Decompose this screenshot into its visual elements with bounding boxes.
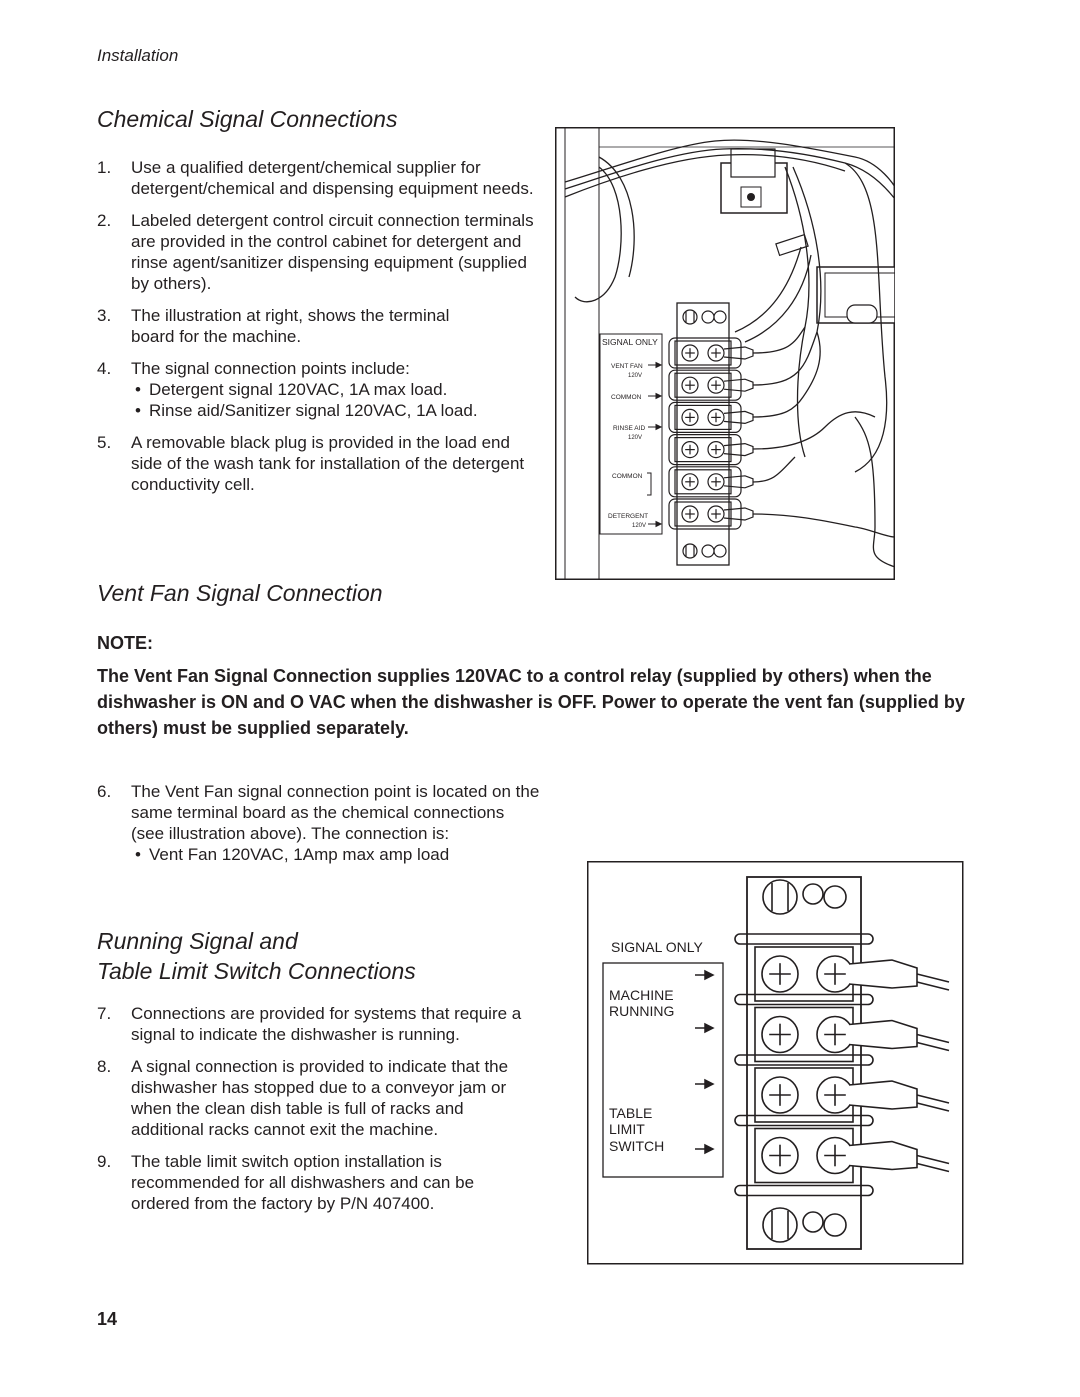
item-text: The table limit switch option installation is recommended for all dishwashers and can be ordered from the factory by P/N 407400. bbox=[131, 1152, 475, 1213]
item-number: 3. bbox=[97, 306, 112, 325]
item-number: 8. bbox=[97, 1057, 112, 1076]
item-text: Use a qualified detergent/chemical supplier for detergent/chemical and dispensing equipment needs. bbox=[131, 158, 534, 198]
bullet-text: Vent Fan 120VAC, 1Amp max amp load bbox=[149, 845, 450, 864]
list-item bbox=[97, 358, 537, 421]
bullet-text: Rinse aid/Sanitizer signal 120VAC, 1A load. bbox=[149, 401, 478, 420]
item-text: A signal connection is provided to indicate that the dishwasher has stopped due to a conveyor jam or when the clean dish table is full of racks and additional racks cannot exit the machine. bbox=[131, 1057, 509, 1139]
list-item bbox=[97, 1056, 531, 1140]
fig2-table-label: TABLE bbox=[609, 1105, 653, 1121]
fig1-detergent-label: DETERGENT bbox=[608, 513, 649, 520]
fig1-120v-label: 120V bbox=[632, 523, 647, 529]
list-item bbox=[97, 781, 542, 865]
fig1-signal-only-label: SIGNAL ONLY bbox=[602, 337, 658, 347]
item-number: 6. bbox=[97, 782, 112, 801]
chemical-title: Chemical Signal Connections bbox=[97, 106, 398, 132]
list-item bbox=[97, 305, 461, 347]
item-text: Connections are provided for systems that require a signal to indicate the dishwasher is running. bbox=[131, 1004, 522, 1044]
running-title bbox=[97, 926, 416, 986]
fig1-120v-label: 120V bbox=[628, 435, 643, 441]
fig1-rinse-aid-label: RINSE AID bbox=[613, 425, 646, 432]
fig2-running-label: RUNNING bbox=[609, 1003, 675, 1019]
chemical-list bbox=[97, 157, 537, 506]
item-number: 7. bbox=[97, 1004, 112, 1023]
item-text: Labeled detergent control circuit connection terminals are provided in the control cabinet for detergent and rinse agent/sanitizer dispensing equipment (supplied by others). bbox=[131, 211, 534, 293]
note-body: The Vent Fan Signal Connection supplies 120VAC to a control relay (supplied by others) when the dishwasher is ON and O VAC when the dishwasher is OFF. Power to operate the vent fan (supplied by others) must be supplied separately. bbox=[97, 666, 965, 738]
item-text: The signal connection points include: bbox=[131, 359, 410, 378]
item-text: The Vent Fan signal connection point is located on the same terminal board as the chemical connections (see illustration above). The connection is: bbox=[131, 782, 540, 843]
list-item bbox=[97, 210, 537, 294]
control-cabinet-illustration bbox=[555, 127, 895, 580]
page-number: 14 bbox=[97, 1309, 118, 1329]
fig2-signal-only-label: SIGNAL ONLY bbox=[611, 939, 703, 955]
list-item bbox=[97, 1151, 529, 1214]
item-text: A removable black plug is provided in the load end side of the wash tank for installation of the detergent conductivity cell. bbox=[131, 433, 525, 494]
fig2-switch-label: SWITCH bbox=[609, 1138, 665, 1154]
item-number: 5. bbox=[97, 433, 112, 452]
item-number: 2. bbox=[97, 211, 112, 230]
vent-fan-title: Vent Fan Signal Connection bbox=[97, 580, 383, 606]
mounting-bracket bbox=[817, 267, 895, 323]
running-title-line1: Running Signal and bbox=[97, 928, 298, 954]
running-list bbox=[97, 1003, 529, 1225]
section-header: Installation bbox=[97, 46, 179, 65]
note-heading: NOTE: bbox=[97, 633, 153, 653]
bullet-item: • Vent Fan 120VAC, 1Amp max amp load bbox=[135, 845, 450, 864]
terminal-board-detail bbox=[587, 861, 964, 1265]
fig2-machine-label: MACHINE bbox=[609, 987, 674, 1003]
fig2-limit-label: LIMIT bbox=[609, 1121, 645, 1137]
bullet-text: Detergent signal 120VAC, 1A max load. bbox=[149, 380, 448, 399]
fig1-vent-fan-label: VENT FAN bbox=[611, 363, 643, 370]
fig1-120v-label: 120V bbox=[628, 373, 643, 379]
fig1-common-label: COMMON bbox=[612, 473, 643, 480]
running-title-line2: Table Limit Switch Connections bbox=[97, 958, 416, 984]
vent-list bbox=[97, 781, 542, 876]
list-item bbox=[97, 1003, 529, 1045]
bullet-item: • Detergent signal 120VAC, 1A max load. bbox=[135, 380, 448, 399]
item-number: 1. bbox=[97, 158, 112, 177]
list-item bbox=[97, 157, 537, 199]
item-number: 4. bbox=[97, 359, 112, 378]
list-item bbox=[97, 432, 537, 495]
fig1-common-label: COMMON bbox=[611, 394, 642, 401]
item-number: 9. bbox=[97, 1152, 112, 1171]
item-text: The illustration at right, shows the terminal board for the machine. bbox=[131, 306, 450, 346]
bullet-item: • Rinse aid/Sanitizer signal 120VAC, 1A load. bbox=[135, 401, 478, 420]
